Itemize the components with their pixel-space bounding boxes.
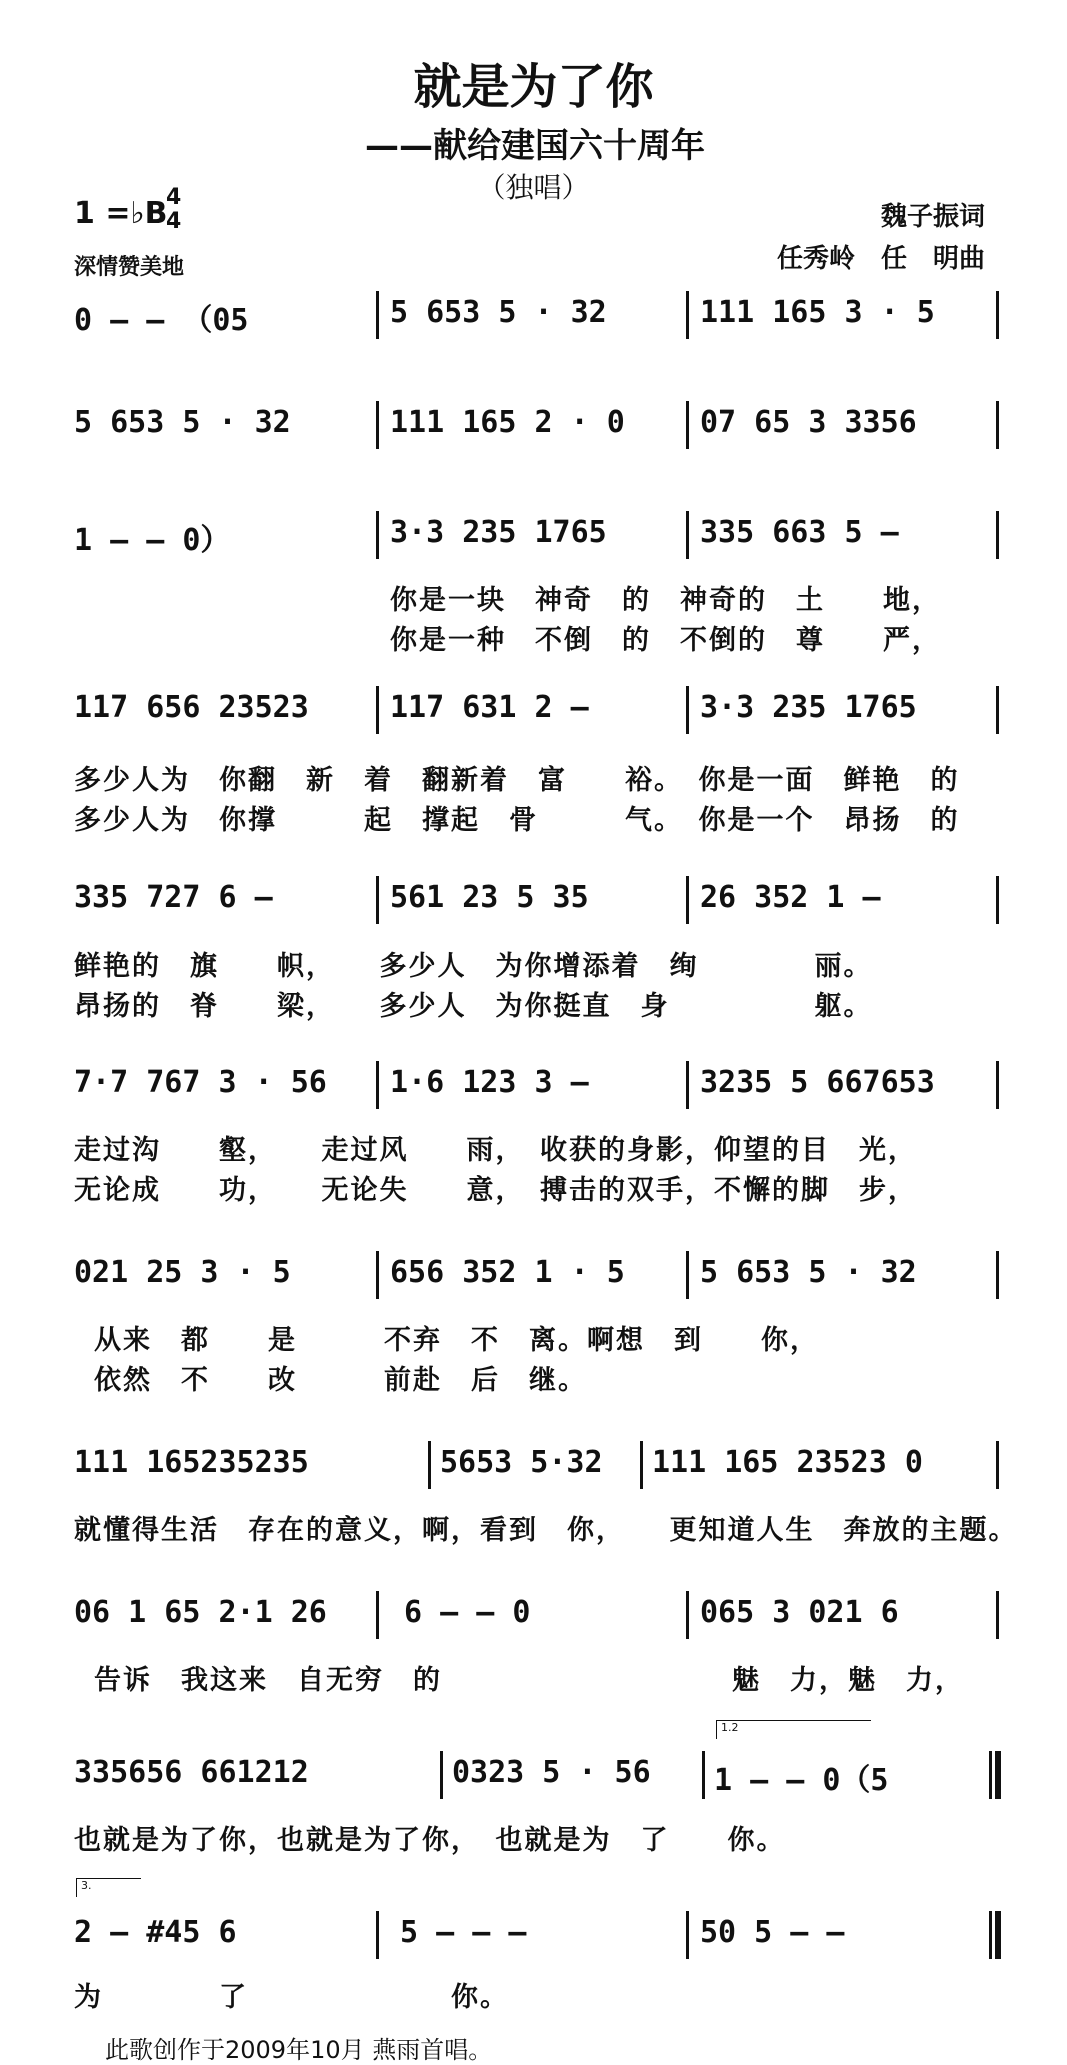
barline [686,401,689,449]
measure: 5 653 5 · 32 [700,1255,917,1290]
measure: 2 – #45 6 [74,1915,237,1950]
measure: 5 – – – [400,1915,527,1950]
measure: 07 65 3 3356 [700,405,917,440]
lyric-line: 鲜艳的 旗 帜， 多少人 为你增添着 绚 丽。 [74,951,873,982]
lyric-line: 从来 都 是 不弃 不 离。啊想 到 你， [94,1325,819,1356]
barline [376,1061,379,1109]
measure: 26 352 1 – [700,880,881,915]
barline [428,1441,431,1489]
staff-row-10 [74,1745,1002,1805]
staff-row-11 [74,1905,1002,1965]
measure: 065 3 021 6 [700,1595,899,1630]
staff-row-5 [74,870,1002,930]
performance-type: （独唱） [477,171,590,204]
lyric-line: 多少人为 你翻 新 着 翻新着 富 裕。 你是一面 鲜艳 的 [74,765,960,796]
measure: 5653 5·32 [440,1445,603,1480]
time-signature [166,186,181,234]
staff-row-3 [74,505,1002,565]
barline [996,291,999,339]
lyric-line: 为 了 你。 [74,1982,509,2013]
measure: 111 165 2 · 0 [390,405,625,440]
meter-top: 4 [166,185,182,210]
barline [686,686,689,734]
measure: 1 – – 0（5 [714,1763,889,1798]
measure: 335656 661212 [74,1755,309,1790]
measure: 111 165235235 [74,1445,309,1480]
lyric-line: 多少人为 你撑 起 撑起 骨 气。 你是一个 昂扬 的 [74,805,960,836]
barline [686,511,689,559]
measure: 3·3 235 1765 [700,690,917,725]
staff-row-9 [74,1585,1002,1645]
measure: 5 653 5 · 32 [74,405,291,440]
barline [702,1751,705,1799]
footer-note: 此歌创作于2009年10月 燕雨首唱。 [105,2036,493,2064]
lyric-line: 也就是为了你，也就是为了你， 也就是为 了 你。 [74,1825,786,1856]
measure: 1 – – 0） [74,523,231,558]
volta-bracket-1: 1.2 [716,1720,871,1739]
barline [376,1251,379,1299]
final-barline [989,1911,992,1959]
lyric-line: 告诉 我这来 自无穷 的 魅 力，魅 力， [94,1665,964,1696]
barline [376,1591,379,1639]
repeat-barline [989,1751,992,1799]
barline [996,401,999,449]
barline [376,686,379,734]
measure: 6 – – 0 [404,1595,531,1630]
measure: 50 5 – – [700,1915,845,1950]
measure: 3·3 235 1765 [390,515,607,550]
measure: 1·6 123 3 – [390,1065,589,1100]
measure: 117 656 23523 [74,690,309,725]
lyricist-credit: 魏子振词 [880,202,985,232]
song-title: 就是为了你 [413,59,654,115]
lyric-line: 走过沟 壑， 走过风 雨， 收获的身影，仰望的目 光， [74,1135,917,1166]
staff-row-7 [74,1245,1002,1305]
measure: 656 352 1 · 5 [390,1255,625,1290]
lyric-line: 无论成 功， 无论失 意， 搏击的双手，不懈的脚 步， [74,1175,917,1206]
lyric-line: 你是一块 神奇 的 神奇的 土 地， [390,585,941,616]
barline [686,291,689,339]
barline [996,686,999,734]
staff-row-6 [74,1055,1002,1115]
barline [996,1251,999,1299]
barline [996,1591,999,1639]
key-signature: 1 =♭B [74,196,168,231]
staff-row-4 [74,680,1002,740]
lyric-line: 就懂得生活 存在的意义，啊，看到 你， 更知道人生 奔放的主题。 [74,1515,1018,1546]
barline [686,876,689,924]
volta-bracket-2: 3. [76,1878,141,1897]
measure: 335 663 5 – [700,515,899,550]
lyric-line: 依然 不 改 前赴 后 继。 [94,1365,587,1396]
composer-credit: 任秀岭 任 明曲 [776,244,985,274]
barline [686,1061,689,1109]
staff-row-2 [74,395,1002,455]
barline [996,511,999,559]
lyric-line: 你是一种 不倒 的 不倒的 尊 严， [390,625,941,656]
measure: 0323 5 · 56 [452,1755,651,1790]
measure: 3235 5 667653 [700,1065,935,1100]
lyric-line: 昂扬的 脊 梁， 多少人 为你挺直 身 躯。 [74,991,873,1022]
expression-marking: 深情赞美地 [74,255,185,280]
barline [996,876,999,924]
measure: 021 25 3 · 5 [74,1255,291,1290]
measure: 111 165 3 · 5 [700,295,935,330]
barline [996,1441,999,1489]
measure: 5 653 5 · 32 [390,295,607,330]
measure: 0 – – （05 [74,303,249,338]
staff-row-1 [74,285,1002,345]
final-barline-thick [995,1911,1001,1959]
measure: 111 165 23523 0 [652,1445,923,1480]
measure: 561 23 5 35 [390,880,589,915]
barline [686,1591,689,1639]
measure: 117 631 2 – [390,690,589,725]
measure: 06 1 65 2·1 26 [74,1595,327,1630]
barline [376,401,379,449]
staff-row-8 [74,1435,1002,1495]
repeat-barline-thick [995,1751,1001,1799]
song-subtitle: ——献给建国六十周年 [365,126,705,166]
meter-bottom: 4 [166,209,182,234]
barline [376,291,379,339]
barline [376,1911,379,1959]
measure: 335 727 6 – [74,880,273,915]
measure: 7·7 767 3 · 56 [74,1065,327,1100]
barline [686,1251,689,1299]
barline [376,876,379,924]
barline [996,1061,999,1109]
barline [686,1911,689,1959]
barline [640,1441,643,1489]
barline [440,1751,443,1799]
barline [376,511,379,559]
